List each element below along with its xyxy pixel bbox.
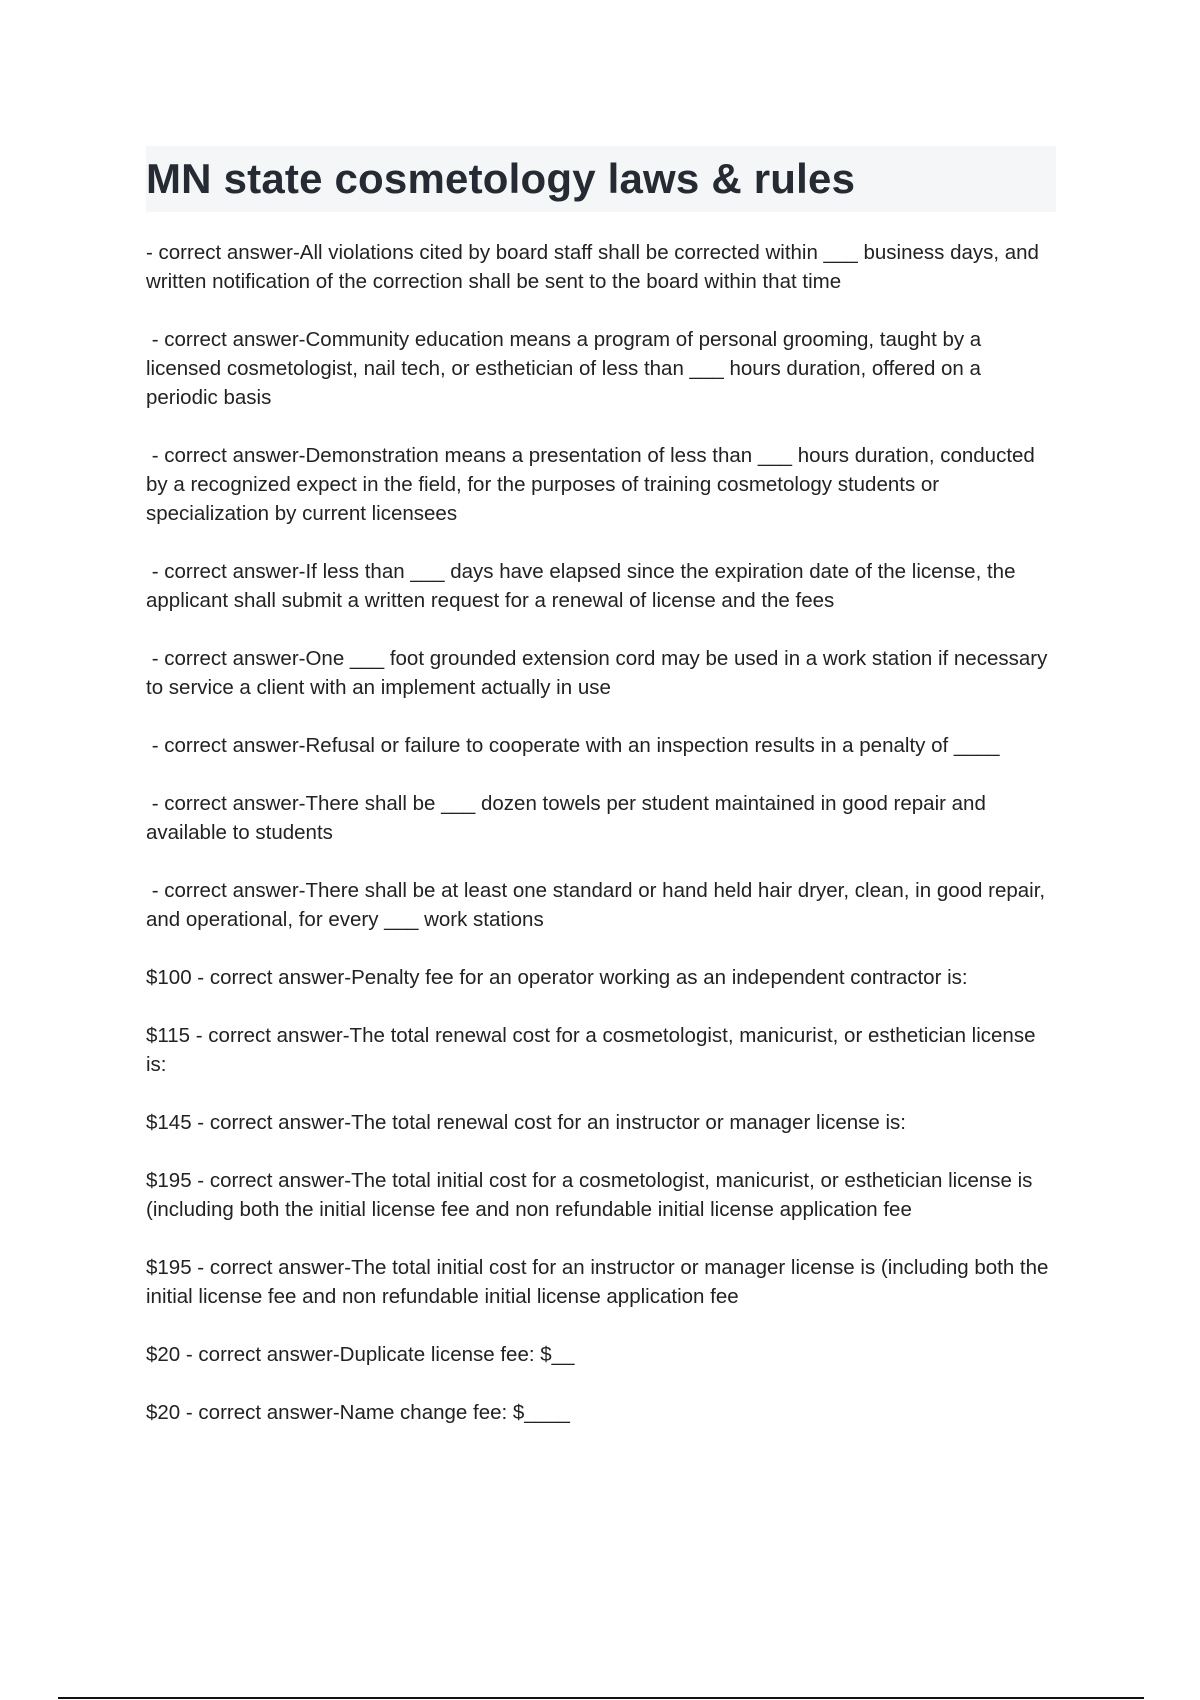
flashcard-item: $195 - correct answer-The total initial cost for a cosmetologist, manicurist, or esthetician license is (including both the initial license fee and non refundable initial license application fee <box>146 1169 1039 1221</box>
flashcard-item: - correct answer-If less than ___ days have elapsed since the expiration date of the license, the applicant shall submit a written request for a renewal of license and the fees <box>146 560 1022 612</box>
page-title: MN state cosmetology laws & rules <box>146 155 856 202</box>
flashcard-item: $145 - correct answer-The total renewal cost for an instructor or manager license is: <box>146 1111 906 1134</box>
flashcard-item: - correct answer-Refusal or failure to cooperate with an inspection results in a penalty of ____ <box>146 734 1000 757</box>
flashcard-item: - correct answer-There shall be at least one standard or hand held hair dryer, clean, in good repair, and operational, for every ___ work stations <box>146 879 1051 931</box>
flashcard-item: - correct answer-There shall be ___ dozen towels per student maintained in good repair and available to students <box>146 792 992 844</box>
flashcard-list <box>146 238 1058 1456</box>
title-bar <box>146 146 1056 212</box>
flashcard-item: - correct answer-Community education means a program of personal grooming, taught by a licensed cosmetologist, nail tech, or esthetician of less than ___ hours duration, offered on a periodic basis <box>146 328 987 409</box>
flashcard-item: $195 - correct answer-The total initial cost for an instructor or manager license is (including both the initial license fee and non refundable initial license application fee <box>146 1256 1055 1308</box>
footer-divider <box>58 1697 1144 1699</box>
flashcard-item: $20 - correct answer-Duplicate license fee: $__ <box>146 1343 575 1366</box>
flashcard-item: $20 - correct answer-Name change fee: $____ <box>146 1401 570 1424</box>
flashcard-item: $115 - correct answer-The total renewal cost for a cosmetologist, manicurist, or esthetician license is: <box>146 1024 1042 1076</box>
flashcard-item: - correct answer-One ___ foot grounded extension cord may be used in a work station if necessary to service a client with an implement actually in use <box>146 647 1054 699</box>
flashcard-item: $100 - correct answer-Penalty fee for an operator working as an independent contractor is: <box>146 966 968 989</box>
flashcard-item: - correct answer-Demonstration means a presentation of less than ___ hours duration, conducted by a recognized expect in the field, for the purposes of training cosmetology students or specialization by current licensees <box>146 444 1041 525</box>
flashcard-item: - correct answer-All violations cited by board staff shall be corrected within ___ business days, and written notification of the correction shall be sent to the board within that time <box>146 241 1045 293</box>
